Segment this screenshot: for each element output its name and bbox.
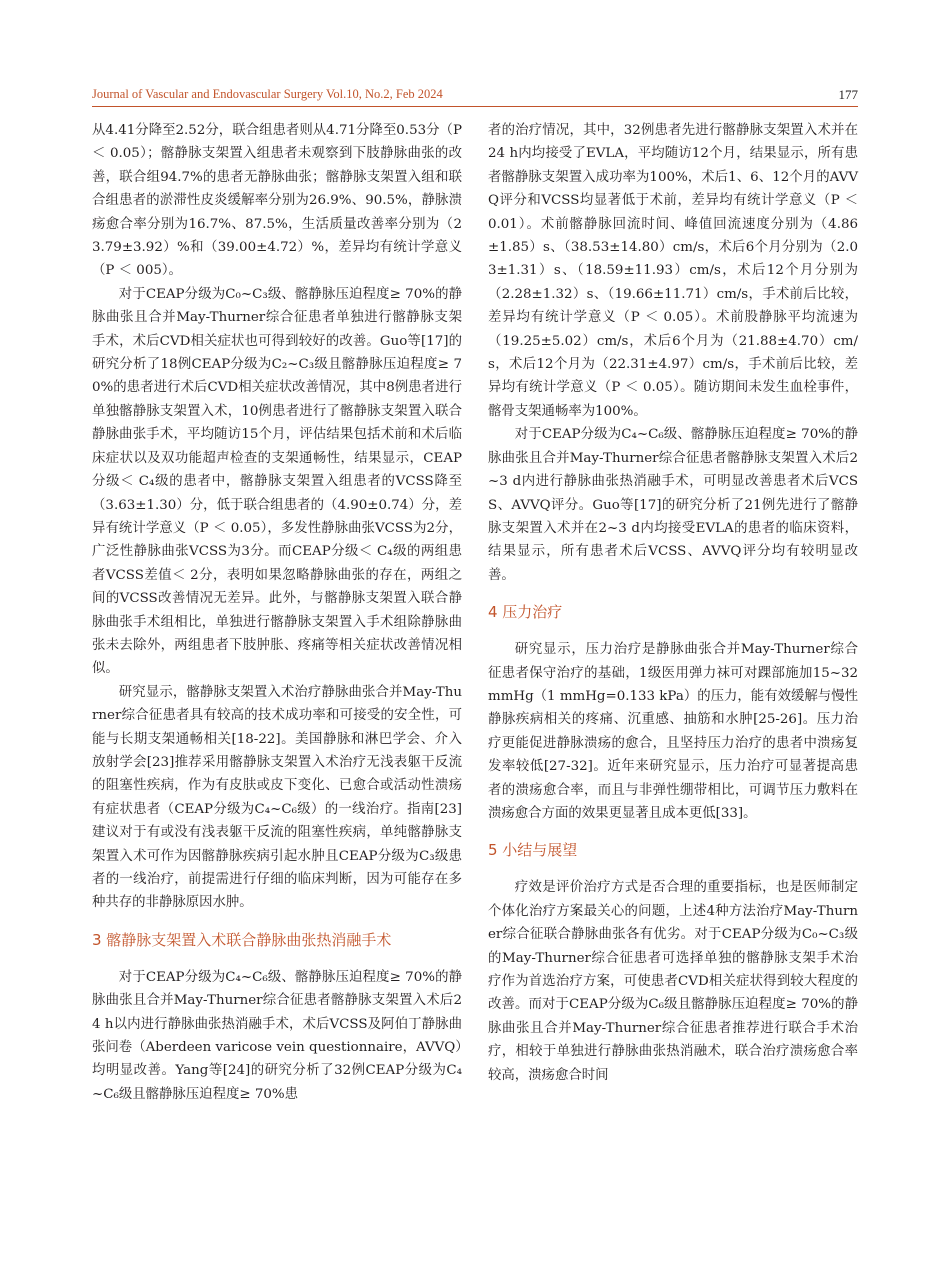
paragraph-continued-right: 者的治疗情况，其中，32例患者先进行髂静脉支架置入术并在24 h内均接受了EVLA，平均随访12个月，结果显示，所有患者髂静脉支架置入成功率为100%，术后1、6、12个月的AVVQ评分和VCSS均显著低于术前，差异均有统计学意义（P ＜ 0.01）。术前髂静脉回流时间、峰值回流速度分别为（4.86±1.85）s、（38.53±14.80）cm/s，术后6个月分别为（2.03±1.31）s、（18.59±11.93）cm/s，术后12个月分别为（2.28±1.32）s、（19.66±11.71）cm/s，手术前后比较，差异均有统计学意义（P ＜ 0.05）。术前股静脉平均流速为（19.25±5.02）cm/s，术后6个月为（21.88±4.70）cm/s，术后12个月为（22.31±4.97）cm/s，手术前后比较，差异均有统计学意义（P ＜ 0.05）。随访期间未发生血栓事件，髂骨支架通畅率为100%。 (488, 123, 858, 419)
right-column (488, 119, 858, 1087)
section-5-heading: 5 小结与展望 (488, 841, 578, 860)
spacer (92, 915, 462, 929)
paragraph-combined-surgery: 对于CEAP分级为C₄~C₆级、髂静脉压迫程度≥ 70%的静脉曲张且合并May-Thurner综合征患者髂静脉支架置入术后24 h以内进行静脉曲张热消融手术，术后VCSS及阿伯丁静脉曲张问卷（Aberdeen varicose vein questionnaire，AVVQ）均明显改善。Yang等[24]的研究分析了32例CEAP分级为C₄~C₆级且髂静脉压迫程度≥ 70%患 (92, 969, 462, 1102)
spacer (92, 952, 462, 966)
spacer (488, 587, 858, 601)
spacer (488, 862, 858, 876)
paragraph-ceap-c4-c6: 对于CEAP分级为C₄~C₆级、髂静脉压迫程度≥ 70%的静脉曲张且合并May-Thurner综合征患者髂静脉支架置入术后2~3 d内进行静脉曲张热消融手术，可明显改善患者术后VCSS、AVVQ评分。Guo等[17]的研究分析了21例先进行了髂静脉支架置入术并在2~3 d内均接受EVLA的患者的临床资料，结果显示，所有患者术后VCSS、AVVQ评分均有较明显改善。 (488, 427, 858, 583)
spacer (488, 624, 858, 638)
paragraph-continued: 从4.41分降至2.52分，联合组患者则从4.71分降至0.53分（P ＜ 0.05）；髂静脉支架置入组患者未观察到下肢静脉曲张的改善，联合组94.7%的患者无静脉曲张；髂静脉支架置入组和联合组患者的淤滞性皮炎缓解率分别为26.9%、90.5%，静脉溃疡愈合率分别为16.7%、87.5%，生活质量改善率分别为（23.79±3.92）%和（39.00±4.72）%，差异均有统计学意义（P ＜ 005）。 (92, 123, 462, 279)
journal-header: Journal of Vascular and Endovascular Surgery Vol.10, No.2, Feb 2024 (92, 87, 443, 101)
page-number: 177 (838, 87, 858, 102)
paragraph-summary: 疗效是评价治疗方式是否合理的重要指标，也是医师制定个体化治疗方案最关心的问题，上述4种方法治疗May-Thurner综合征联合静脉曲张各有优劣。对于CEAP分级为C₀~C₃级的May-Thurner综合征患者可选择单独的髂静脉支架手术治疗作为首选治疗方案，可使患者CVD相关症状得到较大程度的改善。而对于CEAP分级为C₆级且髂静脉压迫程度≥ 70%的静脉曲张且合并May-Thurner综合征患者推荐进行联合手术治疗，相较于单独进行静脉曲张热消融术，联合治疗溃疡愈合率较高，溃疡愈合时间 (488, 880, 858, 1083)
section-4-heading: 4 压力治疗 (488, 603, 563, 622)
left-column (92, 119, 462, 1106)
paragraph-stent-research: 研究显示，髂静脉支架置入术治疗静脉曲张合并May-Thurner综合征患者具有较高的技术成功率和可接受的安全性，可能与长期支架通畅相关[18-22]。美国静脉和淋巴学会、介入放射学会[23]推荐采用髂静脉支架置入术治疗无浅表躯干反流的阻塞性疾病，作为有皮肤或皮下变化、已愈合或活动性溃疡有症状患者（CEAP分级为C₄~C₆级）的一线治疗。指南[23]建议对于有或没有浅表躯干反流的阻塞性疾病，单纯髂静脉支架置入术可作为因髂静脉疾病引起水肿且CEAP分级为C₃级患者的一线治疗，前提需进行仔细的临床判断，因为可能存在多种共存的非静脉原因水肿。 (92, 684, 462, 911)
section-3-heading: 3 髂静脉支架置入术联合静脉曲张热消融手术 (92, 930, 392, 949)
paragraph-ceap-c0-c3: 对于CEAP分级为C₀~C₃级、髂静脉压迫程度≥ 70%的静脉曲张且合并May-Thurner综合征患者单独进行髂静脉支架手术，术后CVD相关症状也可得到较好的改善。Guo等[17]的研究分析了18例CEAP分级为C₂~C₃级且髂静脉压迫程度≥ 70%的患者进行术后CVD相关症状改善情况，其中8例患者进行单独髂静脉支架置入术，10例患者进行了髂静脉支架置入联合静脉曲张手术，平均随访15个月，评估结果包括术前和术后临床症状以及双功能超声检查的支架通畅性，结果显示，CEAP分级＜ C₄级的患者中，髂静脉支架置入组患者的VCSS降至（3.63±1.30）分，低于联合组患者的（4.90±0.74）分，差异有统计学意义（P ＜ 0.05），多发性静脉曲张VCSS为2分，广泛性静脉曲张VCSS为3分。而CEAP分级＜ C₄级的两组患者VCSS差值＜ 2分，表明如果忽略静脉曲张的存在，两组之间的VCSS改善情况无差异。此外，与髂静脉支架置入联合静脉曲张手术组相比，单独进行髂静脉支架置入手术组除静脉曲张未去除外，两组患者下肢肿胀、疼痛等相关症状改善情况相似。 (92, 286, 462, 677)
spacer (488, 825, 858, 839)
paragraph-compression: 研究显示，压力治疗是静脉曲张合并May-Thurner综合征患者保守治疗的基础，1级医用弹力袜可对踝部施加15~32 mmHg（1 mmHg=0.133 kPa）的压力，能有效缓解与慢性静脉疾病相关的疼痛、沉重感、抽筋和水肿[25-26]。压力治疗更能促进静脉溃疡的愈合，且坚持压力治疗的患者中溃疡复发率较低[27-32]。近年来研究显示，压力治疗可显著提高患者的溃疡愈合率，而且与非弹性绷带相比，可调节压力敷料在溃疡愈合方面的效果更显著且成本更低[33]。 (488, 642, 858, 821)
header-divider (92, 106, 858, 107)
